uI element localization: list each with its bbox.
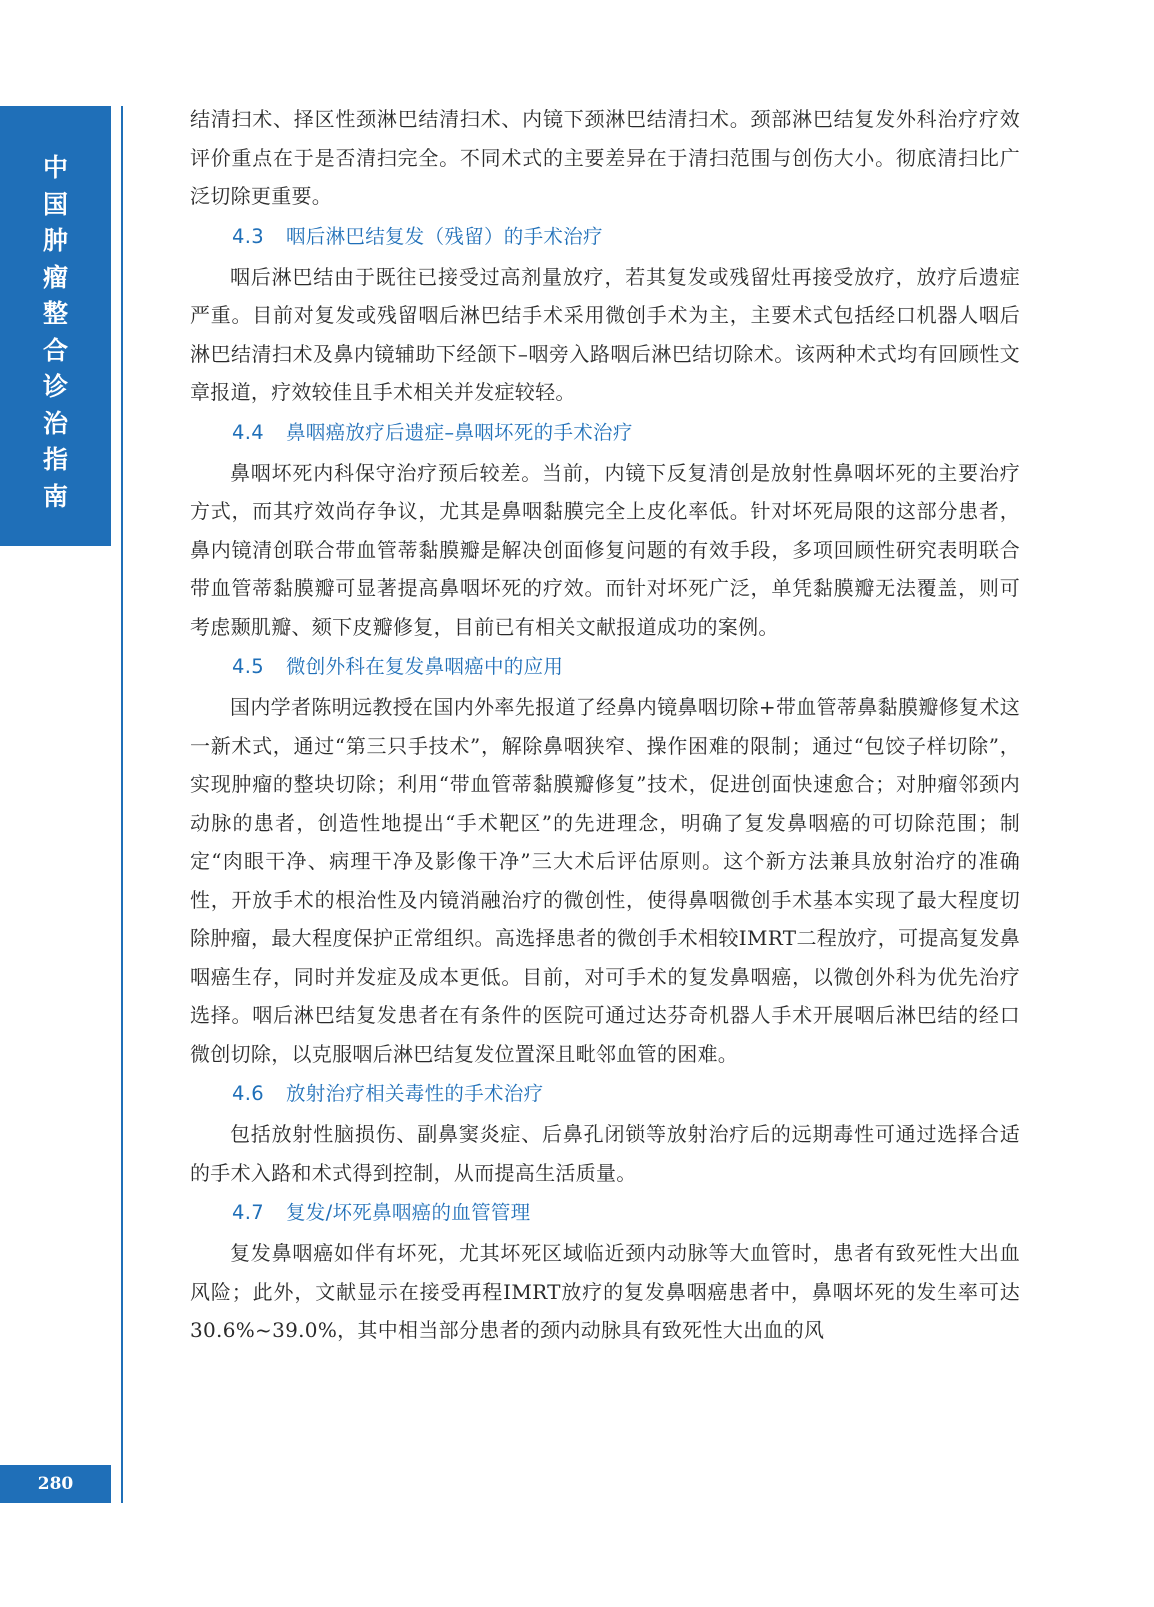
book-title-char: 南 [42,481,68,511]
book-title-char: 指 [42,445,68,474]
section-number: 4.7 [232,1201,264,1224]
section-title: 微创外科在复发鼻咽癌中的应用 [286,655,564,678]
book-title-char: 瘤 [42,262,68,292]
section-number: 4.3 [232,224,264,248]
paragraph-continued: 结清扫术、择区性颈淋巴结清扫术、内镜下颈淋巴结清扫术。颈部淋巴结复发外科治疗疗效评价重点在于是否清扫完全。不同术式的主要差异在于清扫范围与创伤大小。彻底清扫比广泛切除更重要。 [190,107,1020,208]
section-heading-4-6 [190,1073,1020,1115]
section-title: 放射治疗相关毒性的手术治疗 [286,1082,544,1105]
section-heading-4-7 [190,1192,1020,1234]
section-heading-4-5 [190,646,1020,688]
paragraph: 复发鼻咽癌如伴有坏死，尤其坏死区域临近颈内动脉等大血管时，患者有致死性大出血风险；此外，文献显示在接受再程IMRT放疗的复发鼻咽癌患者中，鼻咽坏死的发生率可达30.6%~39.0%，其中相当部分患者的颈内动脉具有致死性大出血的风 [190,1241,1020,1342]
book-title-char: 肿 [42,226,68,255]
page-number: 280 [0,1465,111,1503]
section-number: 4.6 [232,1082,264,1105]
book-title-char: 中 [42,153,68,182]
paragraph: 咽后淋巴结由于既往已接受过高剂量放疗，若其复发或残留灶再接受放疗，放疗后遗症严重。目前对复发或残留咽后淋巴结手术采用微创手术为主，主要术式包括经口机器人咽后淋巴结清扫术及鼻内镜辅助下经颌下–咽旁入路咽后淋巴结切除术。该两种术式均有回顾性文章报道，疗效较佳且手术相关并发症较轻。 [190,264,1020,404]
book-title-char: 诊 [42,372,68,401]
section-number: 4.4 [232,420,264,444]
paragraph: 国内学者陈明远教授在国内外率先报道了经鼻内镜鼻咽切除+带血管蒂鼻黏膜瓣修复术这一新术式，通过“第三只手技术”，解除鼻咽狭窄、操作困难的限制；通过“包饺子样切除”，实现肿瘤的整块切除；利用“带血管蒂黏膜瓣修复”技术，促进创面快速愈合；对肿瘤邻颈内动脉的患者，创造性地提出“手术靶区”的先进理念，明确了复发鼻咽癌的可切除范围；制定“肉眼干净、病理干净及影像干净”三大术后评估原则。这个新方法兼具放射治疗的准确性，开放手术的根治性及内镜消融治疗的微创性，使得鼻咽微创手术基本实现了最大程度切除肿瘤，最大程度保护正常组织。高选择患者的微创手术相较IMRT二程放疗，可提高复发鼻咽癌生存，同时并发症及成本更低。目前，对可手术的复发鼻咽癌，以微创外科为优先治疗选择。咽后淋巴结复发患者在有条件的医院可通过达芬奇机器人手术开展咽后淋巴结的经口微创切除，以克服咽后淋巴结复发位置深且毗邻血管的困难。 [190,695,1020,1066]
book-title-char: 整 [42,299,68,328]
book-title-char: 国 [42,189,68,219]
section-number: 4.5 [232,655,264,678]
section-heading-4-4 [190,412,1020,454]
body-text [190,100,1020,1350]
margin-rule [121,106,123,1503]
book-title-char: 治 [42,408,68,438]
section-title: 咽后淋巴结复发（残留）的手术治疗 [286,224,603,248]
paragraph: 鼻咽坏死内科保守治疗预后较差。当前，内镜下反复清创是放射性鼻咽坏死的主要治疗方式，而其疗效尚存争议，尤其是鼻咽黏膜完全上皮化率低。针对坏死局限的这部分患者，鼻内镜清创联合带血管蒂黏膜瓣是解决创面修复问题的有效手段，多项回顾性研究表明联合带血管蒂黏膜瓣可显著提高鼻咽坏死的疗效。而针对坏死广泛，单凭黏膜瓣无法覆盖，则可考虑颞肌瓣、颏下皮瓣修复，目前已有相关文献报道成功的案例。 [190,460,1020,639]
section-title: 复发/坏死鼻咽癌的血管管理 [286,1201,531,1224]
book-title-vertical [0,150,111,515]
book-title-char: 合 [42,335,68,365]
section-heading-4-3 [190,216,1020,258]
section-title: 鼻咽癌放疗后遗症–鼻咽坏死的手术治疗 [286,420,633,444]
paragraph: 包括放射性脑损伤、副鼻窦炎症、后鼻孔闭锁等放射治疗后的远期毒性可通过选择合适的手术入路和术式得到控制，从而提高生活质量。 [190,1122,1020,1185]
